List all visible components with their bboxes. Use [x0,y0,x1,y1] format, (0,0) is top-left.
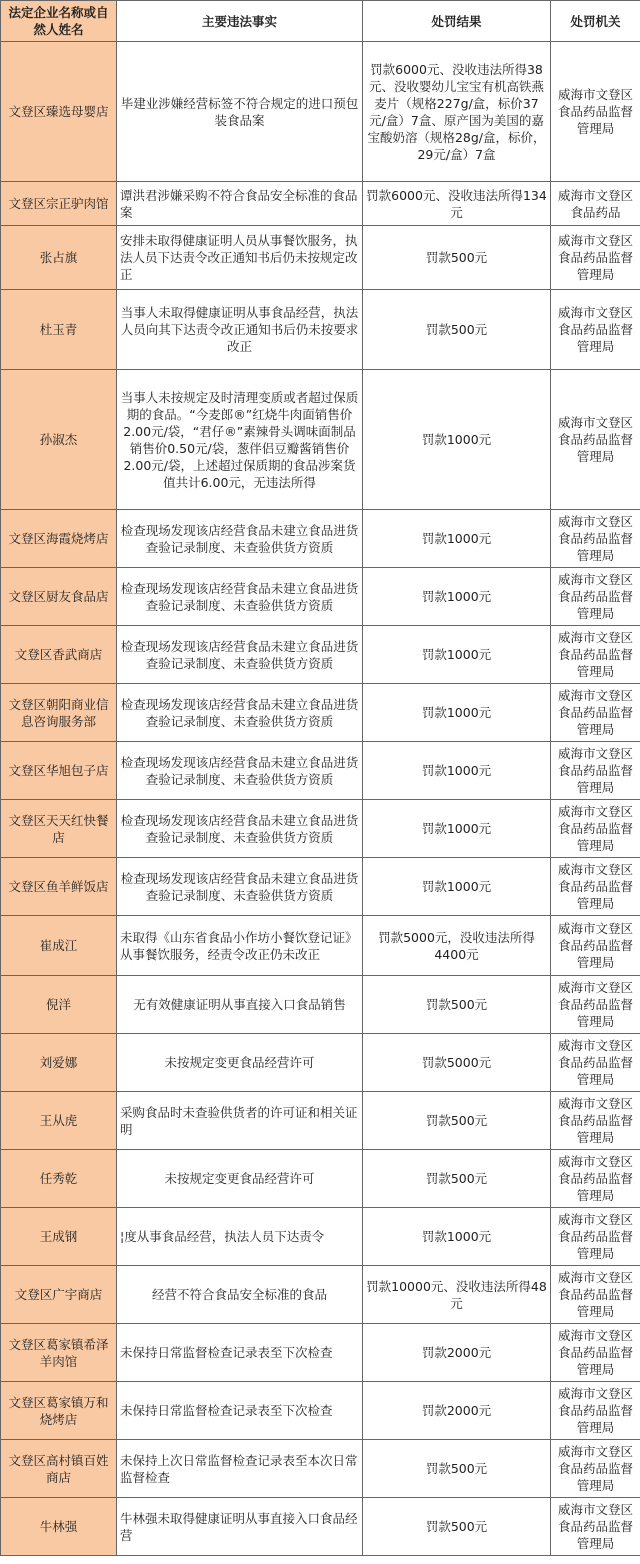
cell-authority: 威海市文登区食品药品监督管理局 [551,916,640,976]
cell-result: 罚款1000元 [363,858,551,916]
cell-name: 张占旗 [1,226,117,290]
cell-fact: 检查现场发现该店经营食品未建立食品进货查验记录制度、未查验供货方资质 [117,510,363,568]
cell-fact: 谭洪君涉嫌采购不符合食品安全标准的食品案 [117,182,363,226]
table-row [1,1324,640,1382]
cell-result: 罚款1000元 [363,1208,551,1266]
cell-result: 罚款6000元、没收违法所得134元 [363,182,551,226]
cell-result: 罚款6000元、没收违法所得38元、没收婴幼儿宝宝有机高铁燕麦片（规格227g/盒，标价37元/盒）7盒、原产国为美国的嘉宝酸奶溶（规格28g/盒，标价，29元/盒）7盒 [363,42,551,182]
table-row [1,1034,640,1092]
cell-fact: 未保持日常监督检查记录表至下次检查 [117,1324,363,1382]
cell-name: 文登区宗正驴肉馆 [1,182,117,226]
cell-authority: 威海市文登区食品药品监督管理局 [551,1324,640,1382]
cell-fact: 未按规定变更食品经营许可 [117,1034,363,1092]
cell-fact: 安排未取得健康证明人员从事餐饮服务，执法人员下达责令改正通知书后仍未按规定改正 [117,226,363,290]
cell-name: 倪洋 [1,976,117,1034]
header-authority: 处罚机关 [551,1,640,42]
cell-name: 文登区葛家镇万和烧烤店 [1,1382,117,1440]
table-row [1,1440,640,1498]
table-row [1,182,640,226]
cell-result: 罚款1000元 [363,370,551,510]
cell-authority: 威海市文登区食品药品监督管理局 [551,742,640,800]
cell-authority: 威海市文登区食品药品监督管理局 [551,568,640,626]
table-row [1,976,640,1034]
cell-fact: 牛林强未取得健康证明从事直接入口食品经营 [117,1498,363,1556]
cell-fact: 检查现场发现该店经营食品未建立食品进货查验记录制度、未查验供货方资质 [117,626,363,684]
cell-fact: 未按规定变更食品经营许可 [117,1150,363,1208]
cell-result: 罚款1000元 [363,800,551,858]
cell-authority: 威海市文登区食品药品监督管理局 [551,1382,640,1440]
cell-name: 王从虎 [1,1092,117,1150]
header-name: 法定企业名称或自然人姓名 [1,1,117,42]
cell-fact: 检查现场发现该店经营食品未建立食品进货查验记录制度、未查验供货方资质 [117,800,363,858]
table-row [1,858,640,916]
cell-result: 罚款5000元 [363,1034,551,1092]
cell-result: 罚款10000元、没收违法所得48元 [363,1266,551,1324]
cell-result: 罚款2000元 [363,1382,551,1440]
table-row [1,370,640,510]
cell-authority: 威海市文登区食品药品监督管理局 [551,226,640,290]
cell-name: 刘爱娜 [1,1034,117,1092]
cell-result: 罚款500元 [363,226,551,290]
cell-fact: 检查现场发现该店经营食品未建立食品进货查验记录制度、未查验供货方资质 [117,568,363,626]
cell-name: 文登区朝阳商业信息咨询服务部 [1,684,117,742]
header-result: 处罚结果 [363,1,551,42]
table-row [1,290,640,370]
cell-fact: 采购食品时未查验供货者的许可证和相关证明 [117,1092,363,1150]
table-row [1,1208,640,1266]
cell-name: 文登区臻选母婴店 [1,42,117,182]
cell-authority: 威海市文登区食品药品监督管理局 [551,1150,640,1208]
cell-result: 罚款1000元 [363,742,551,800]
cell-fact: 检查现场发现该店经营食品未建立食品进货查验记录制度、未查验供货方资质 [117,684,363,742]
cell-authority: 威海市文登区食品药品监督管理局 [551,976,640,1034]
cell-result: 罚款1000元 [363,626,551,684]
cell-authority: 威海市文登区食品药品监督管理局 [551,626,640,684]
table-row [1,1498,640,1556]
cell-name: 文登区华旭包子店 [1,742,117,800]
table-row [1,1266,640,1324]
table-row [1,510,640,568]
cell-name: 崔成江 [1,916,117,976]
cell-result: 罚款500元 [363,290,551,370]
cell-fact: ¦度从事食品经营，执法人员下达责令 [117,1208,363,1266]
cell-name: 牛林强 [1,1498,117,1556]
table-row [1,800,640,858]
cell-result: 罚款500元 [363,1498,551,1556]
cell-fact: 无有效健康证明从事直接入口食品销售 [117,976,363,1034]
cell-authority: 威海市文登区食品药品监督管理局 [551,42,640,182]
cell-name: 文登区广宇商店 [1,1266,117,1324]
header-fact: 主要违法事实 [117,1,363,42]
cell-name: 王成钢 [1,1208,117,1266]
cell-authority: 威海市文登区食品药品监督管理局 [551,1034,640,1092]
cell-authority: 威海市文登区食品药品监督管理局 [551,1440,640,1498]
cell-authority: 威海市文登区食品药品监督管理局 [551,1498,640,1556]
cell-fact: 经营不符合食品安全标准的食品 [117,1266,363,1324]
cell-result: 罚款500元 [363,1440,551,1498]
table-row [1,568,640,626]
table-row [1,742,640,800]
cell-authority: 威海市文登区食品药品监督管理局 [551,290,640,370]
cell-fact: 未取得《山东省食品小作坊小餐饮登记证》从事餐饮服务，经责令改正仍未改正 [117,916,363,976]
cell-authority: 威海市文登区食品药品监督管理局 [551,370,640,510]
table-header-row [1,1,640,42]
cell-result: 罚款1000元 [363,510,551,568]
table-row [1,1092,640,1150]
cell-authority: 威海市文登区食品药品监督管理局 [551,1266,640,1324]
cell-name: 孙淑杰 [1,370,117,510]
cell-name: 文登区海霞烧烤店 [1,510,117,568]
table-row [1,626,640,684]
cell-authority: 威海市文登区食品药品监督管理局 [551,1092,640,1150]
cell-name: 文登区香武商店 [1,626,117,684]
cell-fact: 当事人未取得健康证明从事食品经营，执法人员向其下达责令改正通知书后仍未按要求改正 [117,290,363,370]
cell-authority: 威海市文登区食品药品监督管理局 [551,510,640,568]
table-row [1,1382,640,1440]
cell-fact: 当事人未按规定及时清理变质或者超过保质期的食品。“今麦郎®”红烧牛肉面销售价2.00元/袋，“君仔®”素辣骨头调味面制品销售价0.50元/袋，葱伴侣豆瓣酱销售价2.00元/袋，上述超过保质期的食品涉案货值共计6.00元，无违法所得 [117,370,363,510]
table-row [1,226,640,290]
table-row [1,684,640,742]
cell-authority: 威海市文登区食品药品监督管理局 [551,800,640,858]
cell-name: 文登区天天红快餐店 [1,800,117,858]
table-row [1,916,640,976]
cell-authority: 威海市文登区食品药品监督管理局 [551,684,640,742]
cell-authority: 威海市文登区食品药品 [551,182,640,226]
table-row [1,1150,640,1208]
cell-result: 罚款500元 [363,976,551,1034]
cell-authority: 威海市文登区食品药品监督管理局 [551,1208,640,1266]
cell-name: 文登区高村镇百姓商店 [1,1440,117,1498]
cell-fact: 毕建业涉嫌经营标签不符合规定的进口预包装食品案 [117,42,363,182]
cell-name: 文登区葛家镇希泽羊肉馆 [1,1324,117,1382]
cell-name: 杜玉青 [1,290,117,370]
cell-name: 文登区厨友食品店 [1,568,117,626]
cell-fact: 未保持上次日常监督检查记录表至本次日常监督检查 [117,1440,363,1498]
cell-name: 文登区鱼羊鲜饭店 [1,858,117,916]
cell-authority: 威海市文登区食品药品监督管理局 [551,858,640,916]
cell-fact: 未保持日常监督检查记录表至下次检查 [117,1382,363,1440]
cell-fact: 检查现场发现该店经营食品未建立食品进货查验记录制度、未查验供货方资质 [117,742,363,800]
cell-fact: 检查现场发现该店经营食品未建立食品进货查验记录制度、未查验供货方资质 [117,858,363,916]
cell-result: 罚款1000元 [363,568,551,626]
cell-result: 罚款500元 [363,1092,551,1150]
cell-result: 罚款2000元 [363,1324,551,1382]
cell-name: 任秀乾 [1,1150,117,1208]
cell-result: 罚款500元 [363,1150,551,1208]
cell-result: 罚款1000元 [363,684,551,742]
table-row [1,42,640,182]
cell-result: 罚款5000元，没收违法所得4400元 [363,916,551,976]
